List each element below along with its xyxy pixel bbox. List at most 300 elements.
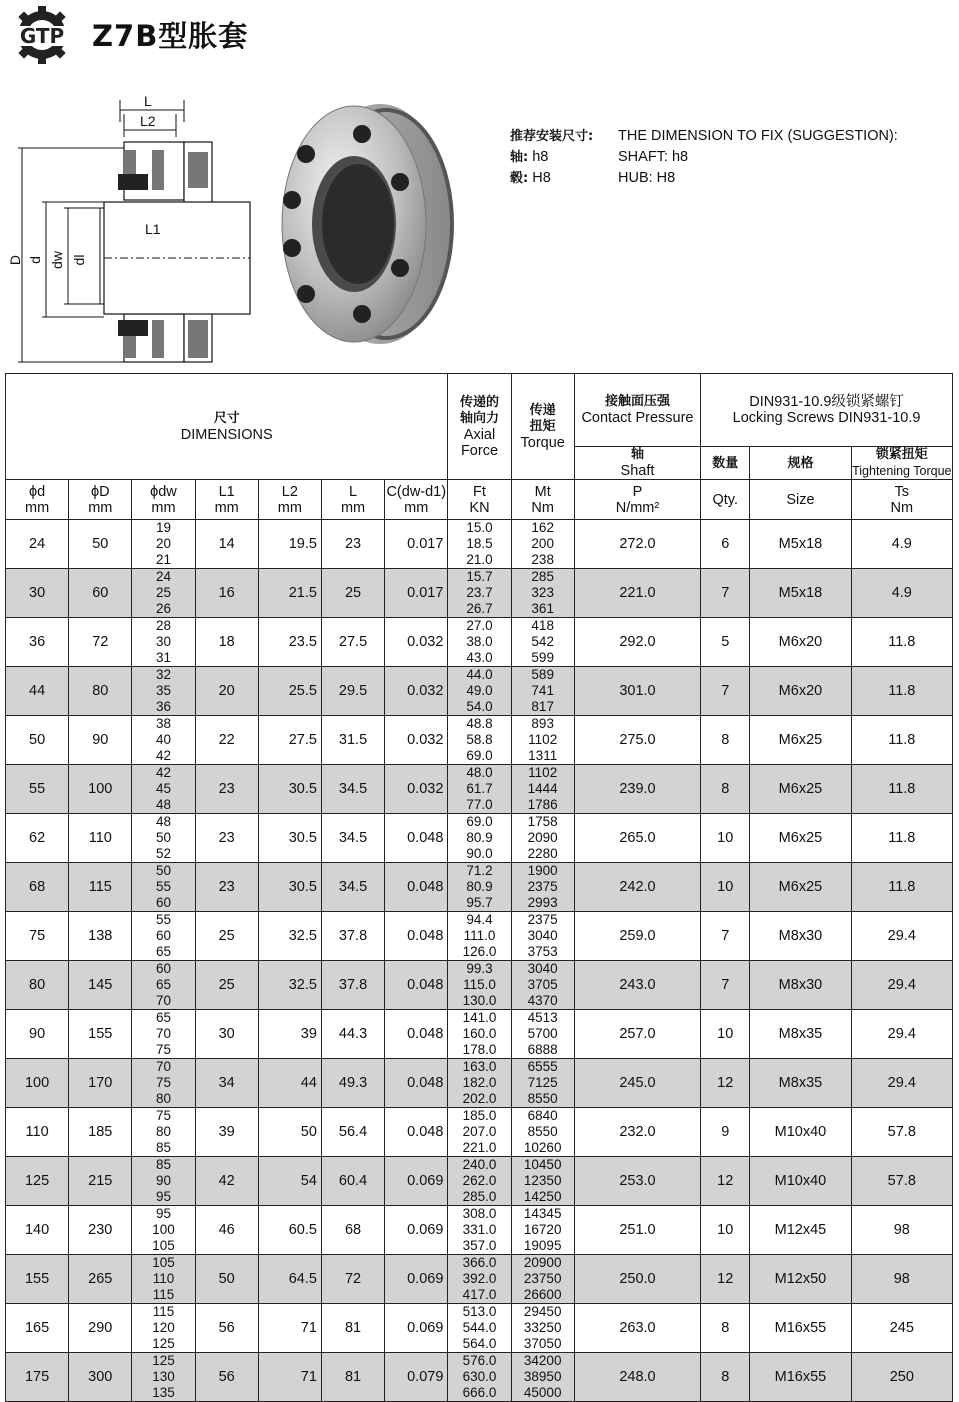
dim-dl-label: dl (71, 254, 87, 266)
cell-dw-value: 120 (152, 1320, 175, 1335)
cell-qty: 10 (701, 863, 750, 912)
cell-dw-value: 42 (155, 765, 171, 780)
cell-ft-value: 240.0 (462, 1157, 497, 1172)
cell-c: 0.032 (385, 667, 448, 716)
cell-qty: 12 (701, 1255, 750, 1304)
cell-mt-value: 323 (531, 585, 554, 600)
cell-mt-value: 1444 (527, 781, 558, 796)
cell-ft-value: 366.0 (462, 1255, 497, 1270)
cell-ft-value: 207.0 (462, 1124, 497, 1139)
cell-mt-value: 817 (531, 699, 554, 714)
cell-d: 165 (6, 1304, 69, 1353)
spec-fix-en: THE DIMENSION TO FIX (SUGGESTION): (618, 128, 898, 144)
cell-l2: 50 (258, 1108, 321, 1157)
cell-ft-value: 357.0 (462, 1238, 497, 1253)
cell-dw (132, 1108, 195, 1157)
spec-shaft-val: h8 (532, 149, 549, 165)
cell-l1: 39 (195, 1108, 258, 1157)
cell-mt-value: 16720 (523, 1222, 562, 1237)
cell-qty: 12 (701, 1157, 750, 1206)
cell-ft-value: 95.7 (466, 895, 493, 910)
cell-qty: 7 (701, 569, 750, 618)
cell-mt (511, 1353, 574, 1402)
cell-d: 100 (69, 765, 132, 814)
cell-d: 125 (6, 1157, 69, 1206)
cell-ft-value: 513.0 (462, 1304, 497, 1319)
cell-mt-value: 3040 (527, 928, 558, 943)
cell-ts: 11.8 (851, 618, 952, 667)
table-row (6, 961, 953, 1010)
cell-d: 230 (69, 1206, 132, 1255)
cell-qty: 8 (701, 716, 750, 765)
cell-dw (132, 520, 195, 569)
cell-d: 62 (6, 814, 69, 863)
cell-size: M12x50 (750, 1255, 851, 1304)
cell-ft-value: 61.7 (466, 781, 493, 796)
qty-zh-header: 数量 (701, 447, 750, 480)
cell-mt (511, 814, 574, 863)
col-dw: ϕdw mm (132, 480, 195, 520)
cell-mt-value: 29450 (523, 1304, 562, 1319)
cell-mt (511, 912, 574, 961)
cell-ft (448, 814, 511, 863)
cell-l: 60.4 (321, 1157, 384, 1206)
table-row (6, 1010, 953, 1059)
cell-size: M10x40 (750, 1157, 851, 1206)
cell-dw-value: 105 (152, 1255, 175, 1270)
cell-p: 232.0 (574, 1108, 700, 1157)
cell-mt-value: 1758 (527, 814, 558, 829)
cell-size: M12x45 (750, 1206, 851, 1255)
cell-mt (511, 618, 574, 667)
cell-l: 25 (321, 569, 384, 618)
cell-d: 110 (6, 1108, 69, 1157)
cell-d: 155 (6, 1255, 69, 1304)
cell-l2: 71 (258, 1304, 321, 1353)
cell-mt (511, 1157, 574, 1206)
cell-dw-value: 38 (155, 716, 171, 731)
cell-c: 0.048 (385, 1059, 448, 1108)
cell-ft (448, 863, 511, 912)
cell-l1: 20 (195, 667, 258, 716)
cell-c: 0.017 (385, 569, 448, 618)
cell-dw-value: 45 (155, 781, 171, 796)
cell-dw-value: 80 (155, 1091, 171, 1106)
cell-c: 0.069 (385, 1157, 448, 1206)
cell-c: 0.032 (385, 765, 448, 814)
cell-d: 138 (69, 912, 132, 961)
cell-dw-value: 19 (155, 520, 171, 535)
cell-l1: 23 (195, 814, 258, 863)
cross-section-drawing (4, 92, 252, 368)
cell-ft-value: 18.5 (466, 536, 493, 551)
cell-size: M6x25 (750, 863, 851, 912)
table-row (6, 1108, 953, 1157)
cell-d: 115 (69, 863, 132, 912)
cell-dw-value: 65 (155, 1010, 171, 1025)
cell-l: 56.4 (321, 1108, 384, 1157)
cell-dw-value: 28 (155, 618, 171, 633)
table-row (6, 618, 953, 667)
cell-l: 34.5 (321, 765, 384, 814)
cell-dw-value: 20 (155, 536, 171, 551)
cell-mt-value: 8550 (527, 1124, 558, 1139)
cell-ft-value: 99.3 (466, 961, 493, 976)
logo-text: GTP (19, 24, 65, 48)
page-title: Z7B型胀套 (92, 19, 249, 53)
cell-ft (448, 765, 511, 814)
cell-d: 55 (6, 765, 69, 814)
cell-p: 239.0 (574, 765, 700, 814)
cell-qty: 8 (701, 765, 750, 814)
cell-p: 272.0 (574, 520, 700, 569)
cell-size: M16x55 (750, 1304, 851, 1353)
cell-mt-value: 12350 (523, 1173, 562, 1188)
cell-dw-value: 70 (155, 1026, 171, 1041)
col-d: ϕd mm (6, 480, 69, 520)
locking-screws-header: DIN931-10.9级锁紧螺钉 Locking Screws DIN931-10.9 (701, 374, 953, 447)
cell-mt-value: 285 (531, 569, 554, 584)
col-Ft: Ft KN (448, 480, 511, 520)
cell-mt-value: 1311 (528, 748, 558, 763)
cell-ts: 98 (851, 1255, 952, 1304)
cell-dw (132, 863, 195, 912)
cell-p: 253.0 (574, 1157, 700, 1206)
cell-mt-value: 19095 (523, 1238, 562, 1253)
dim-D-label: D (7, 254, 23, 266)
cell-d: 170 (69, 1059, 132, 1108)
cell-l1: 25 (195, 912, 258, 961)
cell-c: 0.048 (385, 1010, 448, 1059)
cell-dw-value: 31 (155, 650, 171, 665)
cell-d: 75 (6, 912, 69, 961)
cell-mt-value: 10450 (523, 1157, 562, 1172)
dim-L2-label: L2 (140, 113, 156, 129)
cell-l1: 22 (195, 716, 258, 765)
cell-ft-value: 23.7 (466, 585, 493, 600)
cell-ft-value: 15.7 (466, 569, 493, 584)
cell-c: 0.032 (385, 618, 448, 667)
cell-dw-value: 115 (152, 1287, 175, 1302)
cell-ft (448, 1353, 511, 1402)
cell-mt-value: 7125 (527, 1075, 558, 1090)
cell-l2: 30.5 (258, 863, 321, 912)
cell-ts: 245 (851, 1304, 952, 1353)
table-row (6, 716, 953, 765)
cell-ft (448, 1304, 511, 1353)
torque-header: 传递 扭矩 Torque (511, 374, 574, 480)
cell-dw (132, 814, 195, 863)
cell-dw-value: 55 (155, 912, 171, 927)
cell-dw-value: 52 (155, 846, 171, 861)
cell-l: 37.8 (321, 912, 384, 961)
cell-mt-value: 38950 (523, 1369, 562, 1384)
col-ts: Ts Nm (851, 480, 952, 520)
cell-ft-value: 71.2 (466, 863, 493, 878)
size-zh-header: 规格 (750, 447, 851, 480)
cell-mt (511, 716, 574, 765)
cell-ft-value: 54.0 (466, 699, 493, 714)
cell-ft-value: 111.0 (463, 928, 496, 943)
cell-ft-value: 69.0 (466, 814, 493, 829)
dim-L1-label: L1 (145, 221, 161, 237)
cell-size: M6x25 (750, 716, 851, 765)
cell-mt (511, 765, 574, 814)
cell-dw-value: 48 (155, 797, 171, 812)
cell-d: 145 (69, 961, 132, 1010)
cell-d: 300 (69, 1353, 132, 1402)
cell-size: M8x30 (750, 912, 851, 961)
cell-mt-value: 589 (531, 667, 554, 682)
cell-mt (511, 1255, 574, 1304)
cell-l1: 56 (195, 1353, 258, 1402)
cell-qty: 7 (701, 961, 750, 1010)
cell-l1: 46 (195, 1206, 258, 1255)
col-size: Size (750, 480, 851, 520)
cell-l: 44.3 (321, 1010, 384, 1059)
cell-dw-value: 125 (152, 1336, 175, 1351)
cell-dw-value: 95 (155, 1206, 171, 1221)
cell-d: 72 (69, 618, 132, 667)
cell-ft-value: 48.0 (466, 765, 493, 780)
cell-ts: 11.8 (851, 863, 952, 912)
cell-l1: 14 (195, 520, 258, 569)
cell-dw-value: 75 (155, 1075, 171, 1090)
table-row (6, 569, 953, 618)
cell-l: 37.8 (321, 961, 384, 1010)
cell-mt-value: 37050 (523, 1336, 562, 1351)
cell-size: M16x55 (750, 1353, 851, 1402)
cell-dw (132, 1304, 195, 1353)
cell-mt-value: 34200 (523, 1353, 562, 1368)
cell-dw-value: 135 (152, 1385, 175, 1400)
cell-ft-value: 43.0 (466, 650, 493, 665)
cell-size: M8x35 (750, 1059, 851, 1108)
table-row (6, 1206, 953, 1255)
cell-l2: 32.5 (258, 912, 321, 961)
cell-p: 275.0 (574, 716, 700, 765)
cell-mt (511, 1304, 574, 1353)
cell-dw-value: 75 (155, 1108, 171, 1123)
col-C: C(dw-d1) mm (385, 480, 448, 520)
cell-dw (132, 1255, 195, 1304)
cell-dw-value: 65 (155, 977, 171, 992)
cell-ts: 57.8 (851, 1157, 952, 1206)
cell-dw (132, 1353, 195, 1402)
cell-ft-value: 576.0 (462, 1353, 497, 1368)
cell-ft-value: 185.0 (462, 1108, 497, 1123)
cell-ft-value: 392.0 (462, 1271, 497, 1286)
cell-mt-value: 6888 (527, 1042, 558, 1057)
cell-ft-value: 15.0 (466, 520, 493, 535)
cell-dw (132, 667, 195, 716)
cell-d: 80 (6, 961, 69, 1010)
col-L2: L2 mm (258, 480, 321, 520)
cell-mt-value: 238 (531, 552, 554, 567)
cell-dw-value: 65 (155, 944, 171, 959)
cell-l: 81 (321, 1304, 384, 1353)
cell-mt-value: 418 (531, 618, 554, 633)
cell-d: 68 (6, 863, 69, 912)
cell-dw-value: 85 (155, 1157, 171, 1172)
cell-d: 290 (69, 1304, 132, 1353)
cell-ft (448, 961, 511, 1010)
cell-dw-value: 32 (155, 667, 171, 682)
cell-ft-value: 21.0 (466, 552, 493, 567)
cell-d: 110 (69, 814, 132, 863)
cell-mt-value: 14250 (523, 1189, 562, 1204)
cell-d: 36 (6, 618, 69, 667)
cell-dw-value: 30 (155, 634, 171, 649)
cell-dw-value: 70 (155, 1059, 171, 1074)
cell-c: 0.032 (385, 716, 448, 765)
cell-ft-value: 44.0 (466, 667, 493, 682)
cell-mt-value: 1900 (527, 863, 558, 878)
cell-d: 215 (69, 1157, 132, 1206)
cell-ft-value: 26.7 (466, 601, 493, 616)
table-row (6, 765, 953, 814)
cell-l1: 34 (195, 1059, 258, 1108)
cell-qty: 9 (701, 1108, 750, 1157)
cell-l1: 50 (195, 1255, 258, 1304)
cell-ft (448, 569, 511, 618)
cell-ft-value: 564.0 (462, 1336, 497, 1351)
cell-size: M6x25 (750, 814, 851, 863)
cell-qty: 12 (701, 1059, 750, 1108)
cell-ts: 250 (851, 1353, 952, 1402)
cell-l: 29.5 (321, 667, 384, 716)
cell-dw (132, 961, 195, 1010)
cell-dw-value: 24 (155, 569, 171, 584)
cell-l: 49.3 (321, 1059, 384, 1108)
cell-dw-value: 26 (155, 601, 171, 616)
dim-d-label: d (27, 256, 43, 264)
cell-mt (511, 1059, 574, 1108)
cell-p: 243.0 (574, 961, 700, 1010)
cell-mt-value: 2090 (527, 830, 558, 845)
cell-ft-value: 90.0 (466, 846, 493, 861)
cell-d: 90 (6, 1010, 69, 1059)
cell-ft-value: 308.0 (462, 1206, 497, 1221)
cell-ts: 29.4 (851, 1059, 952, 1108)
cell-dw-value: 125 (152, 1353, 175, 1368)
cell-l: 81 (321, 1353, 384, 1402)
cell-ts: 4.9 (851, 569, 952, 618)
cell-l2: 60.5 (258, 1206, 321, 1255)
cell-ts: 11.8 (851, 814, 952, 863)
cell-mt-value: 200 (531, 536, 554, 551)
cell-l: 72 (321, 1255, 384, 1304)
cell-l: 34.5 (321, 863, 384, 912)
cell-mt-value: 741 (531, 683, 554, 698)
cell-dw-value: 50 (155, 863, 171, 878)
cell-mt-value: 45000 (523, 1385, 562, 1400)
cell-dw-value: 115 (152, 1304, 175, 1319)
cell-ft-value: 666.0 (462, 1385, 497, 1400)
cell-l: 27.5 (321, 618, 384, 667)
cell-mt (511, 961, 574, 1010)
cell-ts: 98 (851, 1206, 952, 1255)
cell-mt-value: 542 (531, 634, 554, 649)
cell-c: 0.048 (385, 961, 448, 1010)
cell-mt-value: 6555 (527, 1059, 558, 1074)
cell-dw-value: 60 (155, 961, 171, 976)
cell-l2: 39 (258, 1010, 321, 1059)
cell-ft-value: 115.0 (463, 977, 496, 992)
cell-ft-value: 77.0 (466, 797, 493, 812)
cell-dw (132, 716, 195, 765)
cell-d: 24 (6, 520, 69, 569)
cell-l: 68 (321, 1206, 384, 1255)
cell-c: 0.048 (385, 912, 448, 961)
table-row (6, 863, 953, 912)
cell-dw-value: 70 (155, 993, 171, 1008)
cell-ft (448, 1206, 511, 1255)
cell-size: M6x20 (750, 667, 851, 716)
cell-dw-value: 110 (152, 1271, 175, 1286)
cell-l1: 23 (195, 863, 258, 912)
cell-mt (511, 863, 574, 912)
cell-qty: 10 (701, 814, 750, 863)
cell-mt (511, 1206, 574, 1255)
cell-qty: 7 (701, 912, 750, 961)
table-row (6, 520, 953, 569)
cell-mt-value: 1102 (528, 765, 558, 780)
cell-size: M8x30 (750, 961, 851, 1010)
cell-ft-value: 48.8 (466, 716, 493, 731)
cell-dw-value: 100 (152, 1222, 175, 1237)
spec-hub-zh: 毂: (510, 171, 529, 186)
cell-ft-value: 49.0 (466, 683, 493, 698)
cell-d: 44 (6, 667, 69, 716)
table-row (6, 1304, 953, 1353)
cell-ft-value: 544.0 (462, 1320, 497, 1335)
table-row (6, 1059, 953, 1108)
installation-spec (510, 126, 898, 189)
cell-dw (132, 569, 195, 618)
col-D: ϕD mm (69, 480, 132, 520)
cell-ts: 29.4 (851, 961, 952, 1010)
cell-mt (511, 1108, 574, 1157)
cell-ft-value: 178.0 (462, 1042, 497, 1057)
cell-mt-value: 1102 (528, 732, 558, 747)
cell-mt-value: 20900 (523, 1255, 562, 1270)
table-row (6, 912, 953, 961)
cell-l2: 44 (258, 1059, 321, 1108)
cell-ft (448, 667, 511, 716)
cell-dw-value: 105 (152, 1238, 175, 1253)
cell-dw-value: 95 (155, 1189, 171, 1204)
cell-ft-value: 69.0 (466, 748, 493, 763)
cell-l2: 54 (258, 1157, 321, 1206)
col-qty: Qty. (701, 480, 750, 520)
cell-d: 265 (69, 1255, 132, 1304)
cell-ft-value: 417.0 (462, 1287, 497, 1302)
cell-d: 60 (69, 569, 132, 618)
dim-dw-label: dw (49, 251, 65, 269)
cell-p: 242.0 (574, 863, 700, 912)
cell-size: M10x40 (750, 1108, 851, 1157)
cell-mt-value: 2993 (527, 895, 558, 910)
cell-l2: 30.5 (258, 765, 321, 814)
cell-qty: 6 (701, 520, 750, 569)
cell-ft-value: 38.0 (466, 634, 493, 649)
cell-ft-value: 163.0 (462, 1059, 497, 1074)
cell-p: 265.0 (574, 814, 700, 863)
cell-ts: 11.8 (851, 765, 952, 814)
cell-ft-value: 630.0 (462, 1369, 497, 1384)
cell-d: 185 (69, 1108, 132, 1157)
